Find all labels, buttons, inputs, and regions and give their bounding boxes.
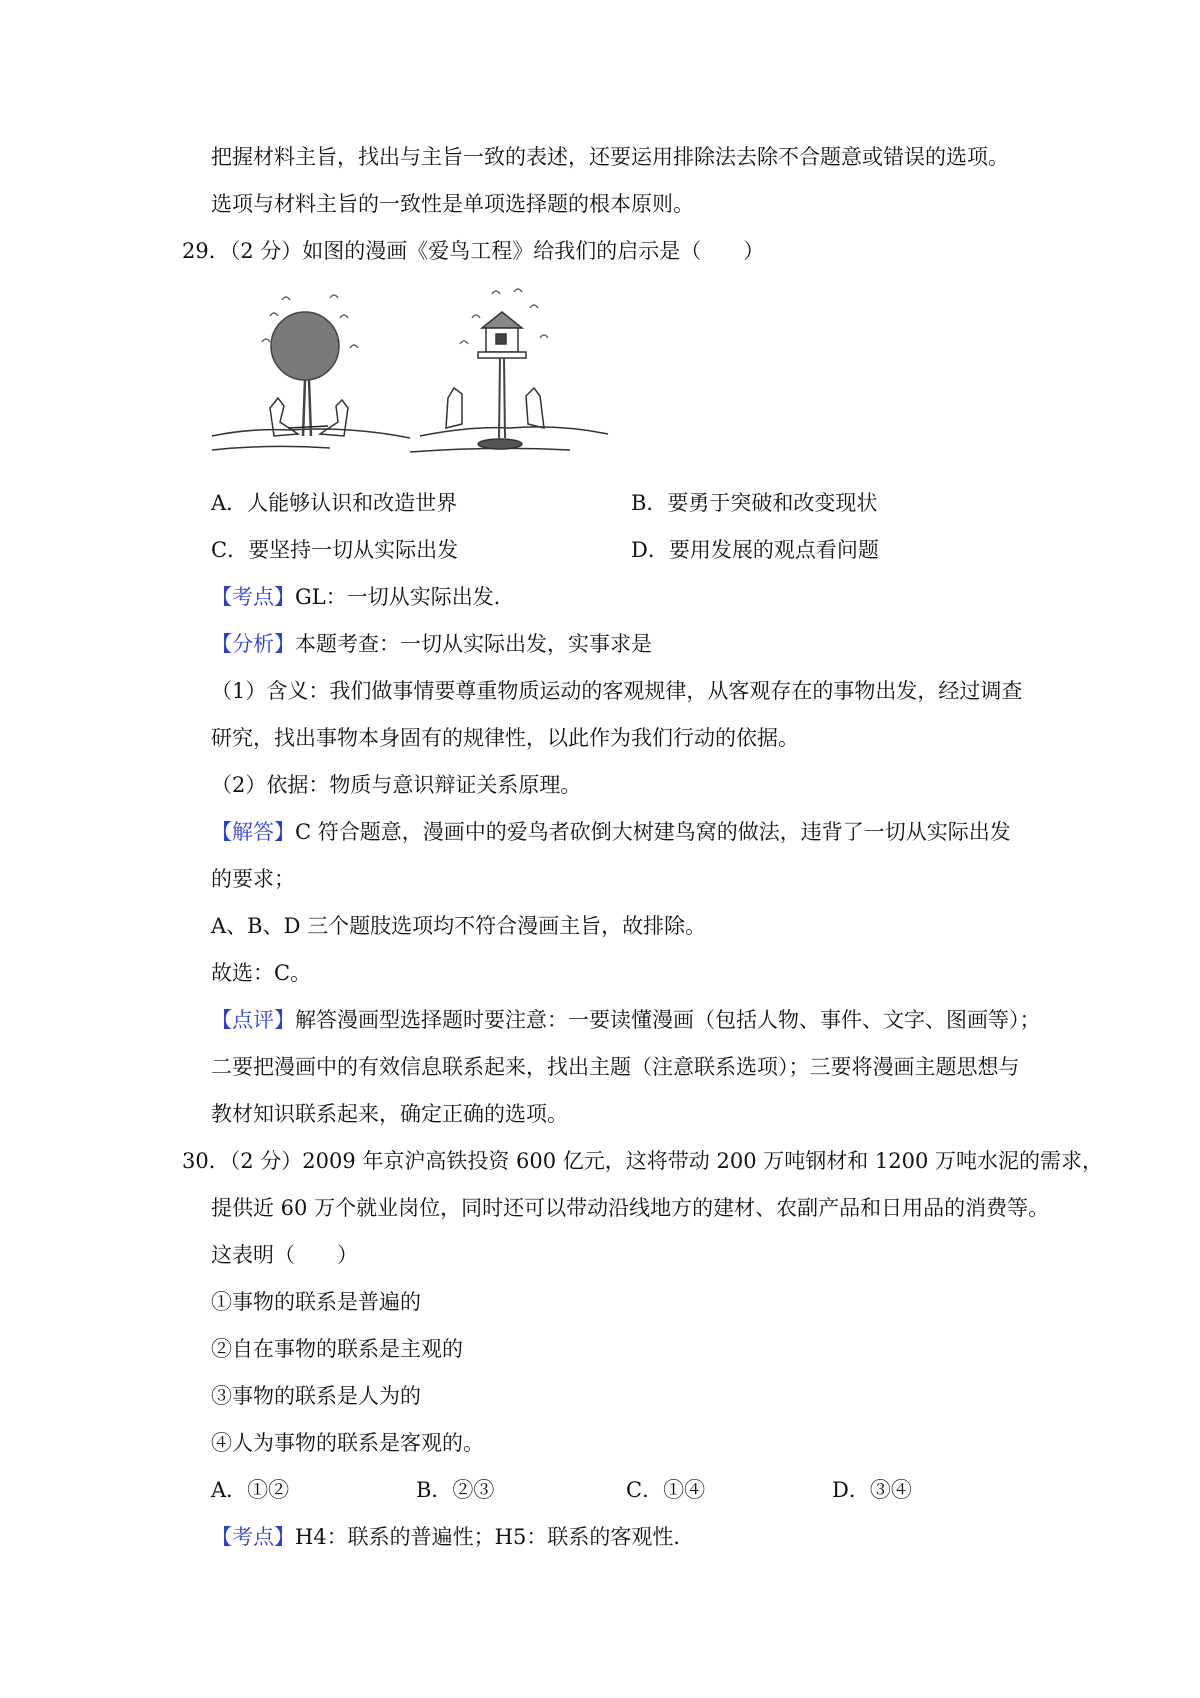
kaodian-text: GL：一切从实际出发． [295, 585, 515, 609]
jieda-text: C 符合题意，漫画中的爱鸟者砍倒大树建鸟窝的做法，违背了一切从实际出发 [295, 820, 1011, 844]
kaodian-tag: 【考点】 [211, 1525, 295, 1549]
q30-option-d: D．③④ [832, 1478, 912, 1502]
q29-fenxi-2: （2）依据：物质与意识辩证关系原理。 [211, 773, 582, 797]
q29-option-b: B．要勇于突破和改变现状 [631, 491, 878, 515]
dianping-text: 解答漫画型选择题时要注意：一要读懂漫画（包括人物、事件、文字、图画等）； [295, 1008, 1041, 1032]
q30-item-3: ③事物的联系是人为的 [211, 1384, 421, 1408]
q30-item-1: ①事物的联系是普遍的 [211, 1290, 421, 1314]
q29-jieda-b: 的要求； [211, 867, 295, 891]
intro-line-2: 选项与材料主旨的一致性是单项选择题的根本原则。 [211, 192, 694, 216]
jieda-tag: 【解答】 [211, 820, 295, 844]
q29-fenxi [211, 629, 652, 659]
q30-option-a: A．①② [211, 1478, 290, 1502]
kaodian-text: H4：联系的普遍性；H5：联系的客观性． [295, 1525, 695, 1549]
q29-kaodian [211, 582, 515, 612]
q29-jieda [211, 817, 1011, 847]
q30-kaodian [211, 1522, 694, 1552]
fenxi-text: 本题考查：一切从实际出发，实事求是 [295, 632, 652, 656]
q30-option-b: B．②③ [416, 1478, 495, 1502]
q29-dianping-b: 二要把漫画中的有效信息联系起来，找出主题（注意联系选项）；三要将漫画主题思想与 [211, 1055, 1020, 1079]
q29-option-c: C．要坚持一切从实际出发 [211, 538, 459, 562]
q29-stem: 29．（2 分）如图的漫画《爱鸟工程》给我们的启示是（ ） [182, 239, 765, 263]
intro-line-1: 把握材料主旨，找出与主旨一致的表述，还要运用排除法去除不合题意或错误的选项。 [211, 145, 1009, 169]
q29-option-a: A．人能够认识和改造世界 [211, 491, 458, 515]
q30-stem-a: 30．（2 分）2009 年京沪高铁投资 600 亿元，这将带动 200 万吨钢材和 1200 万吨水泥的需求， [182, 1149, 1104, 1173]
q29-dianping-c: 教材知识联系起来，确定正确的选项。 [211, 1102, 568, 1126]
dianping-tag: 【点评】 [211, 1008, 295, 1032]
kaodian-tag: 【考点】 [211, 585, 295, 609]
q29-option-d: D．要用发展的观点看问题 [631, 538, 879, 562]
q29-dianping [211, 1005, 1041, 1035]
q30-item-4: ④人为事物的联系是客观的。 [211, 1431, 484, 1455]
q29-jieda-c: A、B、D 三个题肢选项均不符合漫画主旨，故排除。 [211, 914, 707, 938]
q30-stem-c: 这表明（ ） [211, 1243, 358, 1267]
q30-option-c: C．①④ [626, 1478, 706, 1502]
q29-fenxi-1b: 研究，找出事物本身固有的规律性，以此作为我们行动的依据。 [211, 726, 799, 750]
fenxi-tag: 【分析】 [211, 632, 295, 656]
q30-stem-b: 提供近 60 万个就业岗位，同时还可以带动沿线地方的建材、农副产品和日用品的消费等。 [211, 1196, 1050, 1220]
q29-fenxi-1a: （1）含义：我们做事情要尊重物质运动的客观规律，从客观存在的事物出发，经过调查 [211, 679, 1023, 703]
cartoon-bird-project-image [210, 288, 610, 472]
q29-jieda-d: 故选：C。 [211, 961, 312, 985]
q30-item-2: ②自在事物的联系是主观的 [211, 1337, 463, 1361]
